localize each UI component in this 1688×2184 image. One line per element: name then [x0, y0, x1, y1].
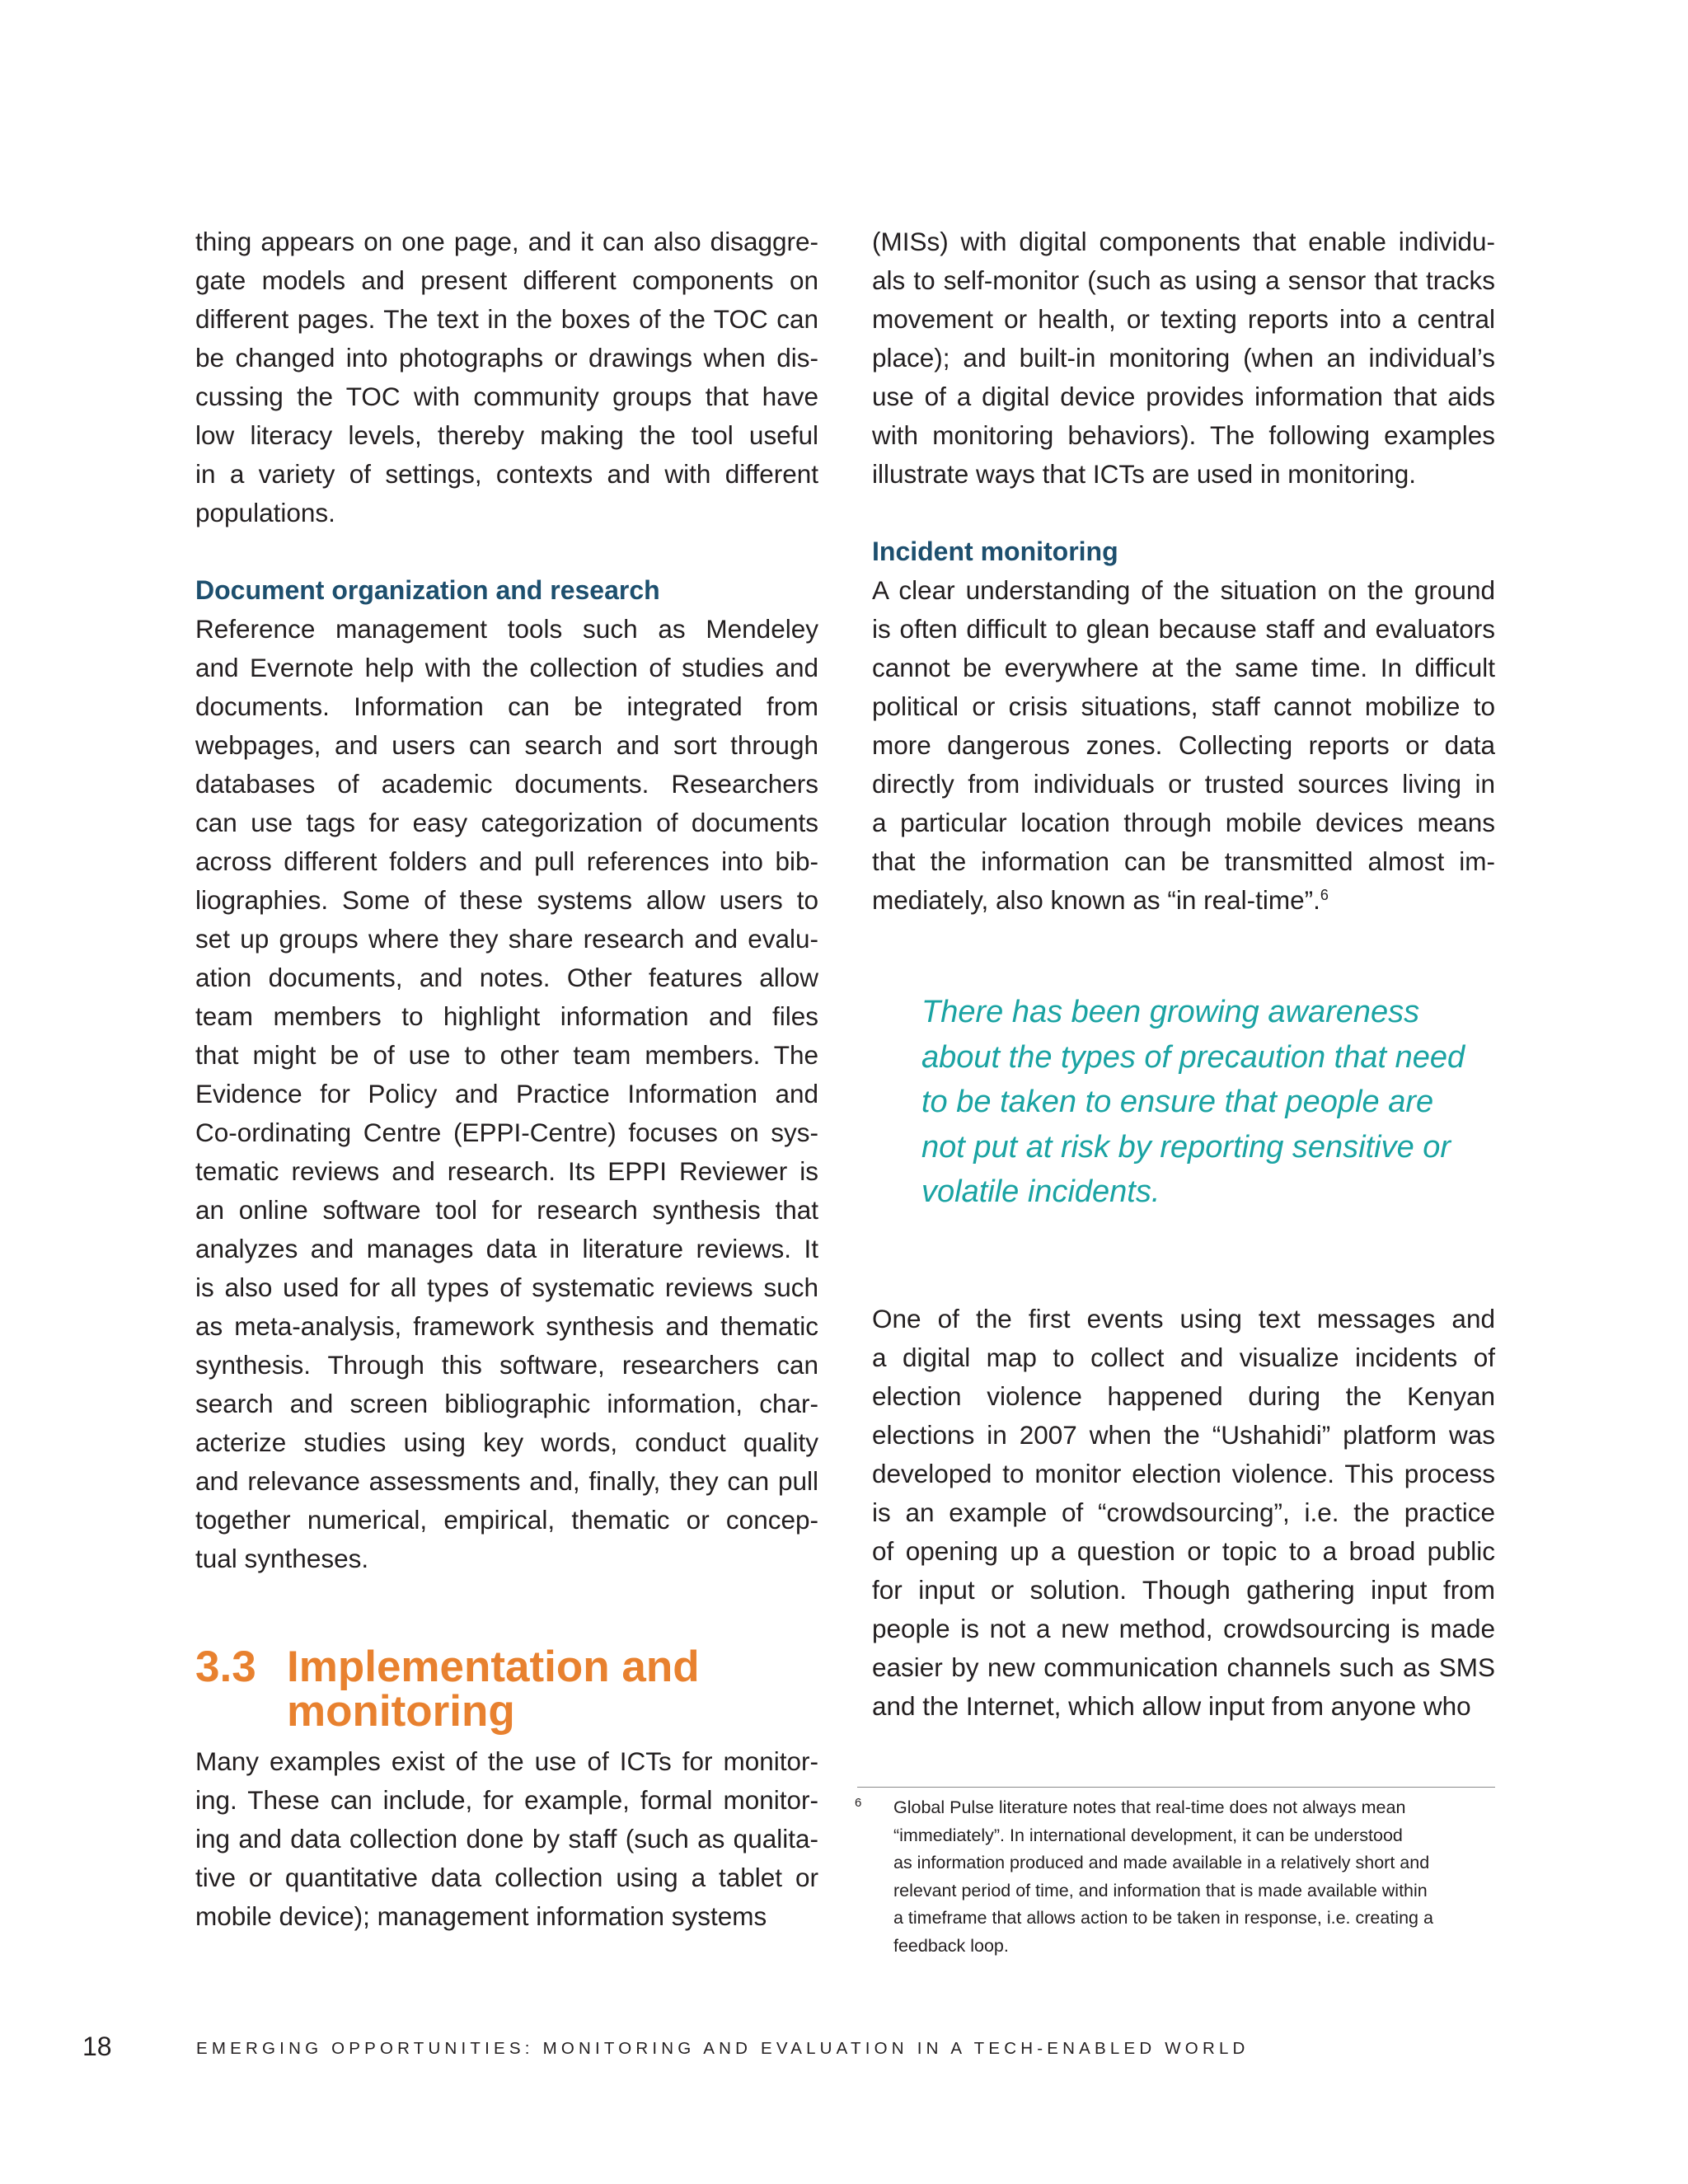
text-line: illustrate ways that ICTs are used in monitoring.	[872, 459, 1417, 489]
text-line: to be taken to ensure that people are	[921, 1085, 1434, 1119]
text-line: liographies. Some of these systems allow users to	[195, 885, 818, 915]
left-paragraph-3	[195, 1742, 818, 1936]
section-number: 3.3	[195, 1643, 256, 1691]
text-line: is also used for all types of systematic reviews such	[195, 1272, 818, 1302]
text-line: a timeframe that allows action to be taken in response, i.e. creating a	[893, 1908, 1433, 1928]
text-line: as meta-analysis, framework synthesis and thematic	[195, 1311, 818, 1341]
section-title: Implementation and monitoring	[287, 1643, 700, 1736]
text-line: acterize studies using key words, conduct quality	[195, 1427, 818, 1457]
incident-monitoring-heading: Incident monitoring	[872, 537, 1118, 566]
running-footer-title: EMERGING OPPORTUNITIES: MONITORING AND EVALUATION IN A TECH-ENABLED WORLD	[196, 2039, 1250, 2058]
text-line: Co-ordinating Centre (EPPI-Centre) focuses on sys-	[195, 1118, 818, 1147]
section-heading	[195, 1645, 818, 1734]
text-line: for input or solution. Though gathering input from	[872, 1574, 1495, 1605]
text-line: that the information can be transmitted almost im-	[872, 846, 1495, 876]
pull-quote	[872, 990, 1495, 1215]
footnote-reference: 6	[1320, 887, 1329, 903]
text-line: different pages. The text in the boxes of the TOC can	[195, 304, 818, 334]
text-line: populations.	[195, 498, 335, 527]
text-line: There has been growing awareness	[921, 995, 1420, 1029]
text-line: is often difficult to glean because staff and evaluators	[872, 614, 1495, 644]
footnote-divider	[857, 1787, 1495, 1788]
text-line: low literacy levels, thereby making the tool useful	[195, 420, 818, 450]
text-line: volatile incidents.	[921, 1174, 1160, 1209]
text-line: and Evernote help with the collection of studies and	[195, 653, 818, 682]
text-line: in a variety of settings, contexts and with different	[195, 459, 818, 489]
text-line: gate models and present different components on	[195, 265, 818, 295]
right-paragraph-2	[872, 571, 1495, 920]
right-column	[872, 223, 1495, 1726]
text-line: tual syntheses.	[195, 1544, 369, 1573]
text-line: developed to monitor election violence. This process	[872, 1458, 1495, 1488]
text-line: with monitoring behaviors). The following examples	[872, 420, 1495, 450]
text-line: and relevance assessments and, finally, they can pull	[195, 1466, 818, 1496]
text-line: people is not a new method, crowdsourcing is made	[872, 1613, 1495, 1643]
text-line: ation documents, and notes. Other features allow	[195, 963, 818, 992]
text-line: can use tags for easy categorization of documents	[195, 808, 818, 837]
text-line: about the types of precaution that need	[921, 1039, 1465, 1075]
text-line: as information produced and made available in a relatively short and	[893, 1853, 1430, 1872]
document-organization-heading: Document organization and research	[195, 575, 660, 605]
text-line: not put at risk by reporting sensitive or	[921, 1129, 1451, 1165]
text-line: election violence happened during the Kenyan	[872, 1380, 1495, 1411]
text-line: political or crisis situations, staff cannot mobilize to	[872, 691, 1495, 721]
text-line: search and screen bibliographic information, char-	[195, 1389, 818, 1418]
text-line: a particular location through mobile devices means	[872, 808, 1495, 837]
left-paragraph-1	[195, 223, 818, 532]
right-paragraph-1	[872, 223, 1495, 494]
text-line: cussing the TOC with community groups that have	[195, 382, 818, 411]
text-line: documents. Information can be integrated from	[195, 691, 818, 721]
page-number: 18	[82, 2032, 112, 2061]
text-line: together numerical, empirical, thematic or concep-	[195, 1505, 818, 1535]
text-line: databases of academic documents. Researchers	[195, 769, 818, 799]
text-line: tive or quantitative data collection using a tablet or	[195, 1863, 818, 1892]
text-line: relevant period of time, and information that is made available within	[893, 1880, 1428, 1900]
text-line: use of a digital device provides information that aids	[872, 382, 1495, 411]
footnote	[855, 1794, 1489, 1960]
right-paragraph-3	[872, 1300, 1495, 1726]
text-line: an online software tool for research synthesis that	[195, 1195, 818, 1225]
text-line: webpages, and users can search and sort through	[195, 730, 818, 760]
text-line: analyzes and manages data in literature reviews. It	[195, 1234, 818, 1263]
text-line: elections in 2007 when the “Ushahidi” platform was	[872, 1419, 1495, 1450]
text-line: across different folders and pull references into bib-	[195, 846, 818, 876]
text-line: be changed into photographs or drawings when dis-	[195, 343, 818, 373]
text-line: A clear understanding of the situation on the ground	[872, 575, 1495, 605]
left-paragraph-2	[195, 610, 818, 1578]
text-line: tematic reviews and research. Its EPPI Reviewer is	[195, 1156, 818, 1186]
text-line: “immediately”. In international development, it can be understood	[893, 1825, 1403, 1845]
text-line: place); and built-in monitoring (when an individual’s	[872, 343, 1495, 373]
text-line: more dangerous zones. Collecting reports or data	[872, 730, 1495, 760]
footnote-text	[855, 1794, 1489, 1960]
text-line: thing appears on one page, and it can also disaggre-	[195, 227, 818, 256]
text-line: set up groups where they share research and evalu-	[195, 924, 818, 954]
text-line: mobile device); management information systems	[195, 1901, 767, 1931]
text-line: directly from individuals or trusted sources living in	[872, 769, 1495, 799]
text-line: Global Pulse literature notes that real-time does not always mean	[893, 1797, 1406, 1817]
text-line: is an example of “crowdsourcing”, i.e. the practice	[872, 1497, 1495, 1527]
text-line: movement or health, or texting reports into a central	[872, 304, 1495, 334]
text-line: team members to highlight information and files	[195, 1001, 818, 1031]
text-line: Evidence for Policy and Practice Information and	[195, 1079, 818, 1108]
text-line: ing. These can include, for example, formal monitor-	[195, 1785, 818, 1815]
text-line: als to self-monitor (such as using a sensor that tracks	[872, 265, 1495, 295]
text-line: mediately, also known as “in real-time”.$^6$	[872, 885, 1329, 915]
text-line: One of the first events using text messages and	[872, 1303, 1495, 1333]
text-line: cannot be everywhere at the same time. In difficult	[872, 653, 1495, 682]
left-column	[195, 223, 818, 1936]
text-line: ing and data collection done by staff (such as qualita-	[195, 1824, 818, 1854]
text-line: synthesis. Through this software, researchers can	[195, 1350, 818, 1380]
text-line: Many examples exist of the use of ICTs for monitor-	[195, 1746, 818, 1776]
text-line: of opening up a question or topic to a broad public	[872, 1535, 1495, 1566]
text-line: that might be of use to other team members. The	[195, 1040, 818, 1070]
text-line: a digital map to collect and visualize incidents of	[872, 1342, 1495, 1372]
text-line: Reference management tools such as Mendeley	[195, 614, 818, 644]
footnote-number: 6	[855, 1796, 862, 1810]
text-line: and the Internet, which allow input from anyone who	[872, 1690, 1471, 1721]
text-line: feedback loop.	[893, 1935, 1009, 1956]
text-line: (MISs) with digital components that enable individu-	[872, 227, 1495, 256]
text-line: easier by new communication channels such as SMS	[872, 1652, 1495, 1682]
